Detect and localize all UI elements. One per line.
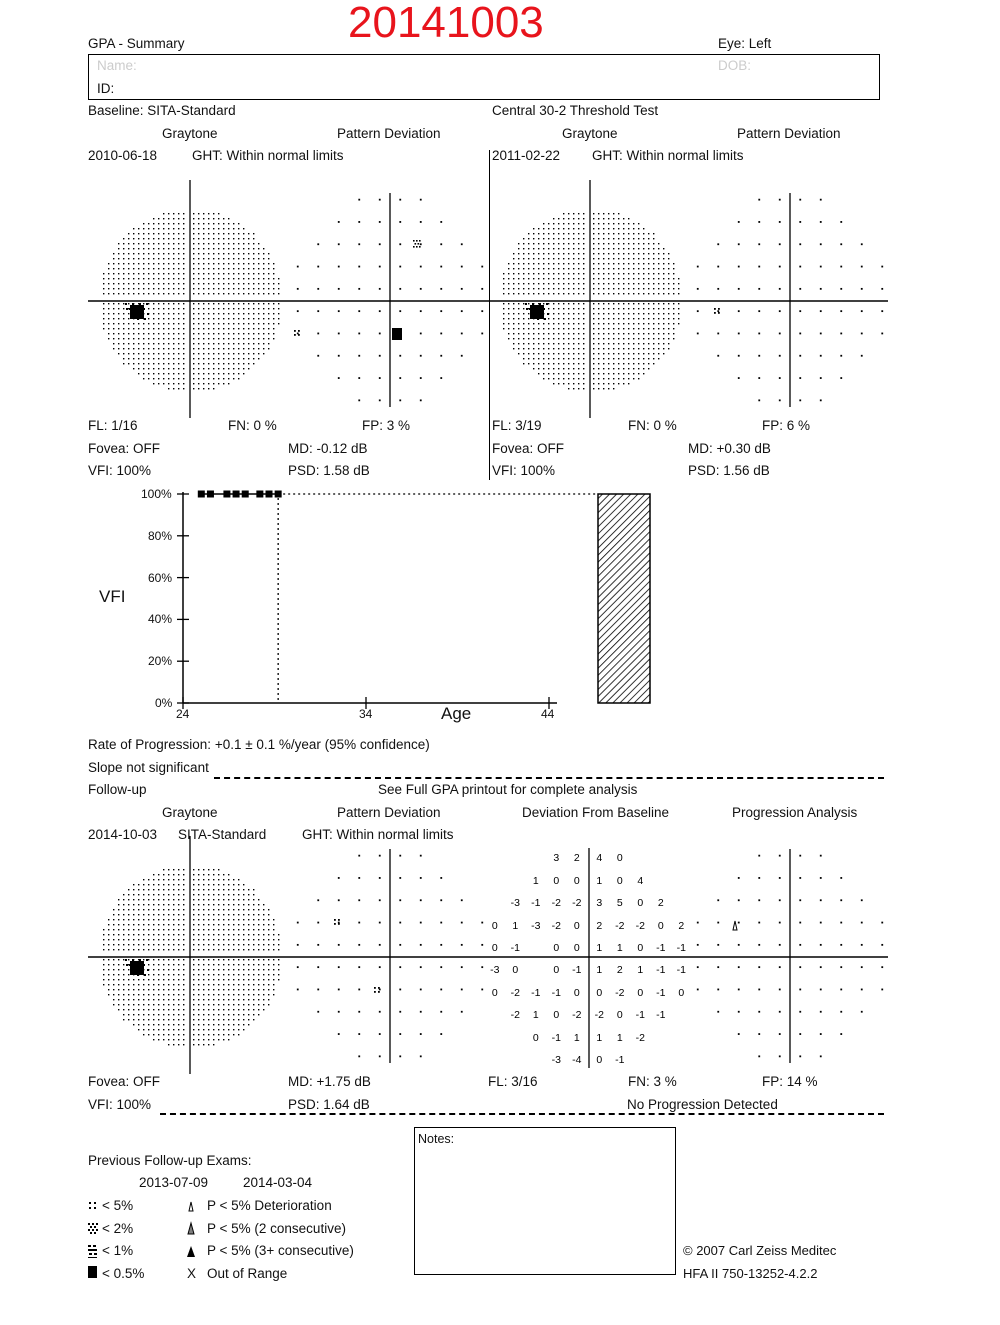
dfb-value: -1 [656,987,666,999]
dfb-value: 0 [512,964,519,976]
b1-fovea: Fovea: OFF [88,441,161,456]
dfb-value: -2 [572,897,582,909]
b2-pd-label: Pattern Deviation [737,126,841,141]
dfb-value: 1 [637,964,644,976]
fu-fl: FL: 3/16 [488,1074,538,1089]
report-title: GPA - Summary [88,36,185,51]
b1-fp: FP: 3 % [362,418,411,433]
dfb-value: -2 [635,1032,645,1044]
legend-oor-symbol: X [187,1266,197,1281]
dfb-value: 0 [491,987,498,999]
name-label: Name: [97,58,137,73]
dfb-value: 1 [573,1032,580,1044]
b1-psd: PSD: 1.58 dB [288,463,370,478]
rate-of-progression: Rate of Progression: +0.1 ± 0.1 %/year (95% confidence) [88,737,430,752]
b2-md: MD: +0.30 dB [688,441,771,456]
see-full-printout: See Full GPA printout for complete analysis [378,782,638,797]
dfb-value: 0 [657,920,664,932]
test-name: Central 30-2 Threshold Test [492,103,659,118]
fu-ght: GHT: Within normal limits [302,827,454,842]
dfb-value: 2 [596,920,603,932]
x-tick-44: 44 [541,707,555,721]
dfb-value: 0 [573,942,580,954]
legend-p05: < 0.5% [102,1266,145,1281]
dfb-value: 1 [616,942,623,954]
fu-strategy: SITA-Standard [178,827,267,842]
fu-dfb-label: Deviation From Baseline [522,805,670,820]
dfb-value: 0 [573,987,580,999]
dfb-value: -3 [510,897,520,909]
b1-vfi: VFI: 100% [88,463,152,478]
b1-fl: FL: 1/16 [88,418,138,433]
dfb-value: 0 [637,987,644,999]
fu-pd-label: Pattern Deviation [337,805,441,820]
fu-graytone-label: Graytone [162,805,218,820]
fu-psd: PSD: 1.64 dB [288,1097,370,1112]
fu-pa-label: Progression Analysis [732,805,858,820]
dfb-value: 1 [596,875,603,887]
dfb-value: -1 [656,942,666,954]
dfb-value: -2 [635,920,645,932]
dfb-value: 2 [573,852,580,864]
dfb-value: 1 [596,964,603,976]
dfb-value: -4 [572,1054,582,1066]
dfb-value: -3 [531,920,541,932]
dfb-value: 1 [596,1032,603,1044]
b2-graytone-label: Graytone [562,126,618,141]
dfb-value: -1 [510,942,520,954]
dfb-value: -1 [656,1009,666,1021]
age-axis-label: Age [441,704,472,723]
fu-fp: FP: 14 % [762,1074,818,1089]
legend-oor: Out of Range [207,1266,288,1281]
dfb-value: 0 [573,920,580,932]
b2-date: 2011-02-22 [492,148,561,163]
dfb-value: -1 [531,897,541,909]
dfb-value: 2 [616,964,623,976]
dfb-value: 1 [616,1032,623,1044]
date-stamp: 20141003 [348,0,544,47]
dfb-value: 2 [678,920,685,932]
dfb-value: -1 [676,964,686,976]
x-tick-34: 34 [359,707,373,721]
b2-fovea: Fovea: OFF [492,441,565,456]
dfb-value: 0 [573,875,580,887]
notes-box [414,1127,676,1275]
y-tick-0: 0% [155,696,173,710]
b2-fl: FL: 3/19 [492,418,542,433]
dfb-value: -1 [551,987,561,999]
dfb-value: 0 [553,1009,560,1021]
legend-det1: P < 5% Deterioration [207,1198,332,1213]
legend-p1-symbol [88,1245,97,1258]
b1-fn: FN: 0 % [228,418,277,433]
dfb-value: 0 [678,987,685,999]
y-tick-60: 60% [148,571,173,585]
dfb-value: 3 [553,852,560,864]
dfb-value: 0 [532,1032,539,1044]
dfb-value: 0 [596,1054,603,1066]
dfb-value: -2 [551,897,561,909]
legend-p5: < 5% [102,1198,134,1213]
b2-psd: PSD: 1.56 dB [688,463,770,478]
dfb-value: 0 [616,852,623,864]
dfb-value: 0 [596,987,603,999]
dfb-value: -2 [572,1009,582,1021]
dfb-value: 0 [491,920,498,932]
b2-vfi: VFI: 100% [492,463,556,478]
dfb-value: -3 [490,964,500,976]
dfb-value: 0 [491,942,498,954]
dfb-value: -1 [676,942,686,954]
b1-md: MD: -0.12 dB [288,441,368,456]
legend-p05-symbol [88,1266,97,1278]
legend-p5-symbol [89,1202,96,1209]
y-tick-40: 40% [148,612,173,626]
fu-vfi: VFI: 100% [88,1097,152,1112]
dfb-value: 3 [596,897,603,909]
dfb-value: -1 [656,964,666,976]
notes-label: Notes: [418,1132,455,1146]
dfb-value: 0 [553,964,560,976]
dfb-value: -1 [615,1054,625,1066]
baseline-strategy: Baseline: SITA-Standard [88,103,236,118]
dfb-value: 4 [637,875,644,887]
dfb-value: 0 [616,875,623,887]
dfb-value: 0 [553,942,560,954]
b1-graytone-label: Graytone [162,126,218,141]
legend-p2-symbol [88,1223,98,1234]
dfb-value: 0 [553,875,560,887]
fu-fovea: Fovea: OFF [88,1074,161,1089]
fu-result: No Progression Detected [627,1097,778,1112]
dfb-value: -1 [531,987,541,999]
legend-det1-symbol [189,1202,193,1211]
dfb-value: -2 [510,1009,520,1021]
b1-ght: GHT: Within normal limits [192,148,344,163]
id-label: ID: [97,81,115,96]
dfb-value: -1 [572,964,582,976]
y-tick-80: 80% [148,529,173,543]
b1-date: 2010-06-18 [88,148,158,163]
dob-label: DOB: [718,58,752,73]
dfb-value: 1 [512,920,519,932]
dfb-value: -2 [551,920,561,932]
dfb-value: -2 [615,987,625,999]
b2-fp: FP: 6 % [762,418,811,433]
fu-fn: FN: 3 % [628,1074,677,1089]
copyright: © 2007 Carl Zeiss Meditec [683,1243,837,1258]
legend-det2: P < 5% (2 consecutive) [207,1221,346,1236]
dfb-value: 1 [532,1009,539,1021]
legend-det2-symbol [188,1223,194,1234]
dfb-value: 5 [616,897,623,909]
dfb-value: 0 [637,942,644,954]
dfb-value: -2 [594,1009,604,1021]
slope-text: Slope not significant [88,760,209,775]
dfb-value: 0 [637,897,644,909]
previous-label: Previous Follow-up Exams: [88,1153,252,1168]
b1-pd-label: Pattern Deviation [337,126,441,141]
dfb-value: -1 [635,1009,645,1021]
x-tick-24: 24 [176,707,190,721]
version: HFA II 750-13252-4.2.2 [683,1266,818,1281]
dfb-value: 1 [532,875,539,887]
legend-det3-symbol [187,1246,195,1257]
vfi-axis-label: VFI [99,587,126,606]
b2-fn: FN: 0 % [628,418,677,433]
dfb-value: 4 [596,852,603,864]
dfb-value: 1 [596,942,603,954]
followup-title: Follow-up [88,782,147,797]
fu-date: 2014-10-03 [88,827,158,842]
previous-date-1: 2013-07-09 [139,1175,209,1190]
dfb-value: -1 [551,1032,561,1044]
previous-date-2: 2014-03-04 [243,1175,313,1190]
y-tick-20: 20% [148,654,173,668]
eye-label: Eye: Left [718,36,772,51]
legend-p1: < 1% [102,1243,134,1258]
dfb-value: 2 [657,897,664,909]
b2-ght: GHT: Within normal limits [592,148,744,163]
legend-det3: P < 5% (3+ consecutive) [207,1243,354,1258]
dfb-value: -2 [615,920,625,932]
dfb-value: -3 [551,1054,561,1066]
dfb-value: -2 [510,987,520,999]
legend-p2: < 2% [102,1221,134,1236]
y-tick-100: 100% [141,487,172,501]
fu-md: MD: +1.75 dB [288,1074,371,1089]
dfb-value: 0 [616,1009,623,1021]
